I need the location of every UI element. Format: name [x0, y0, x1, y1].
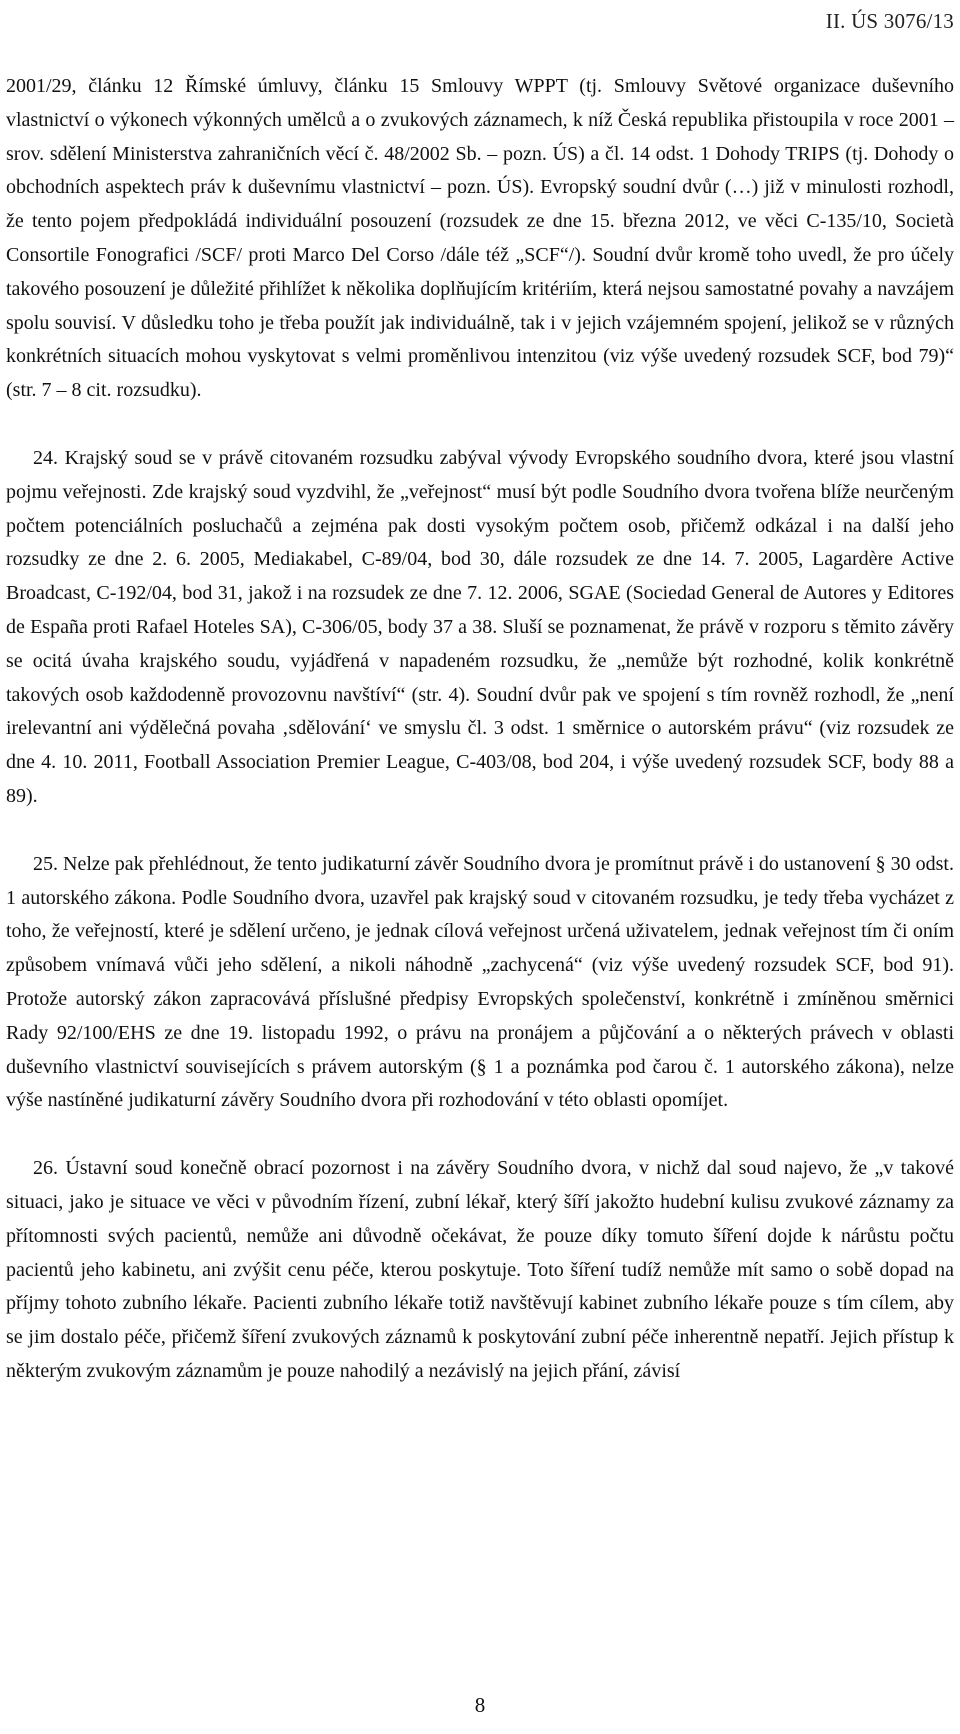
paragraph-26: 26. Ústavní soud konečně obrací pozornost i na závěry Soudního dvora, v nichž dal soud najevo, že „v takové situaci, jako je situace ve věci v původním řízení, zubní lékař, který šíří jakožto hudební kulisu zvukové záznamy za přítomnosti svých pacientů, nemůže ani důvodně očekávat, že pouze díky tomuto šíření dojde k nárůstu počtu pacientů jeho kabinetu, ani zvýšit cenu péče, kterou poskytuje. Toto šíření tudíž nemůže mít samo o sobě dopad na příjmy tohoto zubního lékaře. Pacienti zubního lékaře totiž navštěvují kabinet zubního lékaře pouze s tím cílem, aby se jim dostalo péče, přičemž šíření zvukových záznamů k poskytování zubní péče inherentně nepatří. Jejich přístup k některým zvukovým záznamům je pouze nahodilý a nezávislý na jejich přání, závisí: [6, 1157, 954, 1382]
case-number-header: II. ÚS 3076/13: [825, 9, 954, 33]
paragraph-25: 25. Nelze pak přehlédnout, že tento judikaturní závěr Soudního dvora je promítnut právě i do ustanovení § 30 odst. 1 autorského zákona. Podle Soudního dvora, uzavřel pak krajský soud v citovaném rozsudku, je tedy třeba vycházet z toho, že veřejností, které je sdělení určeno, je jednak cílová veřejnost určená uživatelem, jednak veřejnost tím či oním způsobem vnímavá vůči jeho sdělení, a nikoli náhodně „zachycená“ (viz výše uvedený rozsudek SCF, bod 91). Protože autorský zákon zapracovává příslušné předpisy Evropských společenství, konkrétně i zmíněnou směrnici Rady 92/100/EHS ze dne 19. listopadu 1992, o právu na pronájem a půjčování a o některých právech v oblasti duševního vlastnictví souvisejících s právem autorským (§ 1 a poznámka pod čarou č. 1 autorského zákona), nelze výše nastíněné judikaturní závěry Soudního dvora při rozhodování v této oblasti opomíjet.: [6, 852, 954, 1112]
document-body: [6, 70, 954, 1389]
paragraph-24: 24. Krajský soud se v právě citovaném rozsudku zabýval vývody Evropského soudního dvora, které jsou vlastní pojmu veřejnosti. Zde krajský soud vyzdvihl, že „veřejnost“ musí být podle Soudního dvora tvořena blíže neurčeným počtem potenciálních posluchačů a zejména pak dosti vysokým počtem osob, přičemž odkázal i na další jeho rozsudky ze dne 2. 6. 2005, Mediakabel, C-89/04, bod 30, dále rozsudek ze dne 14. 7. 2005, Lagardère Active Broadcast, C-192/04, bod 31, jakož i na rozsudek ze dne 7. 12. 2006, SGAE (Sociedad General de Autores y Editores de España proti Rafael Hoteles SA), C-306/05, body 37 a 38. Sluší se poznamenat, že právě v rozporu s těmito závěry se ocitá úvaha krajského soudu, vyjádřená v napadeném rozsudku, že „nemůže být rozhodné, kolik konkrétně takových osob každodenně provozovnu navštíví“ (str. 4). Soudní dvůr pak ve spojení s tím rovněž rozhodl, že „není irelevantní ani výdělečná povaha ‚sdělování‘ ve smyslu čl. 3 odst. 1 směrnice o autorském právu“ (viz rozsudek ze dne 4. 10. 2011, Football Association Premier League, C-403/08, bod 204, i výše uvedený rozsudek SCF, body 88 a 89).: [6, 446, 954, 807]
page-number: 8: [474, 1693, 486, 1717]
paragraph-continuation: 2001/29, článku 12 Římské úmluvy, článku 15 Smlouvy WPPT (tj. Smlouvy Světové organizace duševního vlastnictví o výkonech výkonných umělců a o zvukových záznamech, k níž Česká republika přistoupila v roce 2001 – srov. sdělení Ministerstva zahraničních věcí č. 48/2002 Sb. – pozn. ÚS) a čl. 14 odst. 1 Dohody TRIPS (tj. Dohody o obchodních aspektech práv k duševnímu vlastnictví – pozn. ÚS). Evropský soudní dvůr (…) již v minulosti rozhodl, že tento pojem předpokládá individuální posouzení (rozsudek ze dne 15. března 2012, ve věci C-135/10, Società Consortile Fonografici /SCF/ proti Marco Del Corso /dále též „SCF“/). Soudní dvůr kromě toho uvedl, že pro účely takového posouzení je důležité přihlížet k několika doplňujícím kritériím, která nejsou samostatné povahy a navzájem spolu souvisí. V důsledku toho je třeba použít jak individuálně, tak i v jejich vzájemném spojení, jelikož se v různých konkrétních situacích mohou vyskytovat s velmi proměnlivou intenzitou (viz výše uvedený rozsudek SCF, bod 79)“ (str. 7 – 8 cit. rozsudku).: [6, 75, 954, 402]
